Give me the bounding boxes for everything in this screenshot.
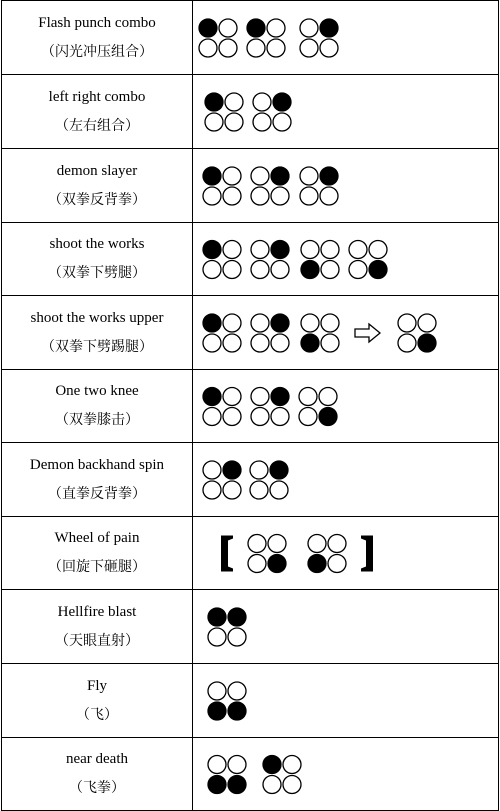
button-press-group [398,314,436,352]
button-press-group [203,241,241,279]
pressed-button-circle [270,461,288,479]
button-sequence-wrap [193,590,498,663]
unpressed-button-circle [328,555,346,573]
unpressed-button-circle [308,535,326,553]
pressed-button-circle [319,408,337,426]
button-sequence-wrap [193,75,498,148]
button-press-group [251,314,289,352]
unpressed-button-circle [251,261,269,279]
button-press-group [203,461,241,499]
move-name: One two knee [55,383,139,399]
button-press-group [263,756,301,794]
move-name-cell [2,664,193,738]
pressed-button-circle [308,555,326,573]
button-press-group [308,535,346,573]
button-sequence-wrap [193,149,498,222]
button-press-group [299,388,337,426]
unpressed-button-circle [203,261,221,279]
move-name-cell [2,443,193,517]
pressed-button-circle [271,314,289,332]
unpressed-button-circle [199,39,217,57]
move-name: Flash punch combo [38,14,156,31]
button-sequence [193,223,498,295]
pressed-button-circle [223,461,241,479]
button-sequence [193,590,498,663]
unpressed-button-circle [205,113,223,131]
button-press-group [205,93,243,131]
button-press-group [208,682,246,720]
button-sequence-cell [193,738,499,811]
combo-row [2,443,499,517]
button-sequence [193,370,498,442]
unpressed-button-circle [321,241,339,259]
move-chinese-name: （双拳反背拳） [48,192,146,208]
button-sequence-cell [193,296,499,370]
close-bracket-icon [361,536,373,572]
pressed-button-circle [320,19,338,37]
button-press-group [203,167,241,205]
unpressed-button-circle [219,39,237,57]
pressed-button-circle [271,388,289,406]
unpressed-button-circle [398,334,416,352]
button-sequence-wrap [193,664,498,737]
unpressed-button-circle [223,481,241,499]
unpressed-button-circle [247,39,265,57]
unpressed-button-circle [251,314,269,332]
pressed-button-circle [418,334,436,352]
unpressed-button-circle [299,388,317,406]
unpressed-button-circle [300,167,318,185]
unpressed-button-circle [271,408,289,426]
button-sequence-cell [193,590,499,664]
button-sequence-wrap [193,443,498,516]
move-name: Hellfire blast [57,603,137,620]
button-sequence-wrap [193,738,498,810]
move-name-cell [2,75,193,149]
unpressed-button-circle [398,314,416,332]
unpressed-button-circle [300,19,318,37]
button-sequence-cell [193,223,499,296]
combo-row [2,590,499,664]
open-bracket-icon [221,536,233,572]
move-chinese-name: （闪光冲压组合） [41,44,153,60]
unpressed-button-circle [225,93,243,111]
move-name-cell [2,296,193,370]
pressed-button-circle [203,241,221,259]
unpressed-button-circle [208,682,226,700]
combo-row [2,75,499,149]
button-press-group [300,167,338,205]
button-sequence [193,1,498,74]
unpressed-button-circle [250,461,268,479]
button-sequence [193,664,498,737]
button-sequence [193,75,498,148]
move-name-cell [2,149,193,223]
pressed-button-circle [271,241,289,259]
combo-row [2,738,499,811]
combo-row [2,296,499,370]
button-press-group [301,241,339,279]
button-sequence-wrap [193,517,498,589]
move-name-cell [2,1,193,75]
unpressed-button-circle [223,334,241,352]
unpressed-button-circle [250,481,268,499]
button-press-group [208,608,246,646]
unpressed-button-circle [301,241,319,259]
move-name: demon slayer [56,162,138,179]
move-chinese-name: （双拳下劈踢腿） [41,339,153,355]
pressed-button-circle [301,261,319,279]
unpressed-button-circle [225,113,243,131]
unpressed-button-circle [271,187,289,205]
unpressed-button-circle [203,481,221,499]
button-sequence-wrap [193,223,498,295]
unpressed-button-circle [251,187,269,205]
unpressed-button-circle [328,535,346,553]
unpressed-button-circle [267,39,285,57]
unpressed-button-circle [321,314,339,332]
button-press-group [349,241,387,279]
combo-row [2,517,499,590]
unpressed-button-circle [321,334,339,352]
unpressed-button-circle [369,241,387,259]
move-name: left right combo [48,88,146,105]
button-sequence [193,443,498,516]
unpressed-button-circle [251,241,269,259]
move-name-cell [2,738,193,811]
unpressed-button-circle [228,756,246,774]
unpressed-button-circle [223,187,241,205]
button-sequence [193,738,498,810]
button-press-group [208,756,246,794]
move-name: shoot the works [49,236,145,252]
move-chinese-name: （双拳膝击） [55,413,139,428]
unpressed-button-circle [320,187,338,205]
combo-table [1,0,499,811]
unpressed-button-circle [299,408,317,426]
unpressed-button-circle [253,113,271,131]
button-press-group [203,388,241,426]
pressed-button-circle [208,776,226,794]
move-name-cell [2,590,193,664]
pressed-button-circle [273,93,291,111]
button-sequence-wrap [193,370,498,442]
move-name: Wheel of pain [54,530,140,546]
move-name: Demon backhand spin [29,456,165,473]
button-sequence [193,517,498,589]
button-press-group [248,535,286,573]
move-chinese-name: （回旋下砸腿） [48,560,146,575]
unpressed-button-circle [203,187,221,205]
pressed-button-circle [228,608,246,626]
unpressed-button-circle [273,113,291,131]
button-sequence-cell [193,1,499,75]
unpressed-button-circle [248,535,266,553]
unpressed-button-circle [349,241,367,259]
pressed-button-circle [369,261,387,279]
move-chinese-name: （双拳下劈腿） [48,266,146,281]
move-name-cell [2,223,193,296]
unpressed-button-circle [223,408,241,426]
pressed-button-circle [203,388,221,406]
unpressed-button-circle [268,535,286,553]
unpressed-button-circle [271,334,289,352]
move-chinese-name: （飞） [76,707,118,723]
unpressed-button-circle [223,388,241,406]
unpressed-button-circle [223,167,241,185]
button-press-group [203,314,241,352]
unpressed-button-circle [228,682,246,700]
button-sequence-cell [193,517,499,590]
unpressed-button-circle [251,334,269,352]
unpressed-button-circle [283,756,301,774]
arrow-right-icon [355,324,380,342]
button-press-group [300,19,338,57]
unpressed-button-circle [300,187,318,205]
button-sequence [193,149,498,222]
move-chinese-name: （直拳反背拳） [48,486,146,502]
unpressed-button-circle [263,776,281,794]
combo-row [2,223,499,296]
pressed-button-circle [199,19,217,37]
unpressed-button-circle [300,39,318,57]
pressed-button-circle [247,19,265,37]
move-name: near death [65,751,129,767]
pressed-button-circle [228,702,246,720]
unpressed-button-circle [208,756,226,774]
unpressed-button-circle [223,241,241,259]
combo-row [2,1,499,75]
button-sequence-cell [193,370,499,443]
pressed-button-circle [208,702,226,720]
pressed-button-circle [301,334,319,352]
unpressed-button-circle [251,408,269,426]
button-press-group [199,19,237,57]
unpressed-button-circle [321,261,339,279]
pressed-button-circle [203,314,221,332]
unpressed-button-circle [418,314,436,332]
pressed-button-circle [271,167,289,185]
move-chinese-name: （飞拳） [69,781,125,796]
move-name-cell [2,370,193,443]
button-press-group [247,19,285,57]
unpressed-button-circle [208,628,226,646]
combo-row [2,664,499,738]
pressed-button-circle [263,756,281,774]
unpressed-button-circle [301,314,319,332]
move-name: Fly [86,677,107,694]
unpressed-button-circle [203,461,221,479]
unpressed-button-circle [228,628,246,646]
button-sequence [193,296,498,369]
button-sequence-cell [193,664,499,738]
button-sequence-wrap [193,1,498,74]
unpressed-button-circle [248,555,266,573]
button-press-group [250,461,288,499]
move-name-cell [2,517,193,590]
unpressed-button-circle [251,167,269,185]
unpressed-button-circle [253,93,271,111]
unpressed-button-circle [223,314,241,332]
pressed-button-circle [228,776,246,794]
button-sequence-cell [193,443,499,517]
pressed-button-circle [205,93,223,111]
button-sequence-wrap [193,296,498,369]
unpressed-button-circle [267,19,285,37]
button-sequence-cell [193,75,499,149]
unpressed-button-circle [219,19,237,37]
button-press-group [251,388,289,426]
unpressed-button-circle [271,261,289,279]
unpressed-button-circle [319,388,337,406]
button-press-group [253,93,291,131]
unpressed-button-circle [270,481,288,499]
move-chinese-name: （天眼直射） [55,633,139,649]
combo-row [2,370,499,443]
pressed-button-circle [208,608,226,626]
unpressed-button-circle [283,776,301,794]
button-sequence-cell [193,149,499,223]
button-press-group [251,167,289,205]
unpressed-button-circle [223,261,241,279]
unpressed-button-circle [203,334,221,352]
unpressed-button-circle [203,408,221,426]
combo-row [2,149,499,223]
pressed-button-circle [203,167,221,185]
unpressed-button-circle [251,388,269,406]
move-name: shoot the works upper [30,309,164,326]
unpressed-button-circle [320,39,338,57]
unpressed-button-circle [349,261,367,279]
pressed-button-circle [320,167,338,185]
button-press-group [251,241,289,279]
button-press-group [301,314,339,352]
pressed-button-circle [268,555,286,573]
move-chinese-name: （左右组合） [55,118,139,134]
